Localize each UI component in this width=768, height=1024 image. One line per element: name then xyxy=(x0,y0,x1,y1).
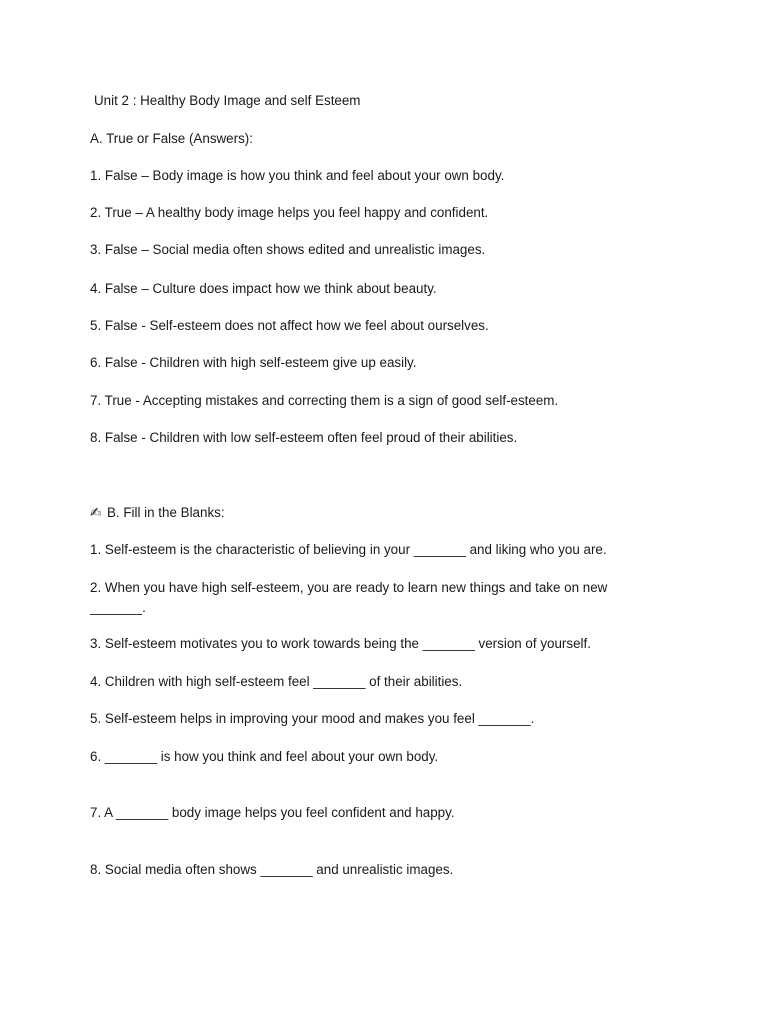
fill-blank-item-1: 1. Self-esteem is the characteristic of believing in your _______ and liking who you are. xyxy=(90,542,607,557)
fill-blank-item-7: 7. A _______ body image helps you feel confident and happy. xyxy=(90,805,455,820)
section-b-heading-row xyxy=(90,503,225,524)
true-false-item-6: 6. False - Children with high self-esteem give up easily. xyxy=(90,355,417,370)
true-false-item-7: 7. True - Accepting mistakes and correcting them is a sign of good self-esteem. xyxy=(90,393,559,408)
page-title: Unit 2 : Healthy Body Image and self Esteem xyxy=(94,93,361,108)
fill-blank-item-4: 4. Children with high self-esteem feel _______ of their abilities. xyxy=(90,674,463,689)
true-false-item-4: 4. False – Culture does impact how we think about beauty. xyxy=(90,281,437,296)
fill-blank-item-8: 8. Social media often shows _______ and unrealistic images. xyxy=(90,862,454,877)
true-false-item-3: 3. False – Social media often shows edited and unrealistic images. xyxy=(90,242,486,257)
true-false-item-1: 1. False – Body image is how you think and feel about your own body. xyxy=(90,168,505,183)
true-false-item-2: 2. True – A healthy body image helps you feel happy and confident. xyxy=(90,205,489,220)
section-a-heading: A. True or False (Answers): xyxy=(90,131,253,146)
true-false-item-5: 5. False - Self-esteem does not affect how we feel about ourselves. xyxy=(90,318,489,333)
true-false-item-8: 8. False - Children with low self-esteem often feel proud of their abilities. xyxy=(90,430,518,445)
section-b-heading: B. Fill in the Blanks: xyxy=(106,505,225,520)
fill-blank-item-2: 2. When you have high self-esteem, you are ready to learn new things and take on new _______. xyxy=(90,580,608,615)
fill-blank-item-3: 3. Self-esteem motivates you to work towards being the _______ version of yourself. xyxy=(90,636,591,651)
fill-blank-item-5: 5. Self-esteem helps in improving your mood and makes you feel _______. xyxy=(90,711,535,726)
writing-hand-icon: ✍ xyxy=(90,506,102,521)
fill-blank-item-6: 6. _______ is how you think and feel about your own body. xyxy=(90,749,439,764)
